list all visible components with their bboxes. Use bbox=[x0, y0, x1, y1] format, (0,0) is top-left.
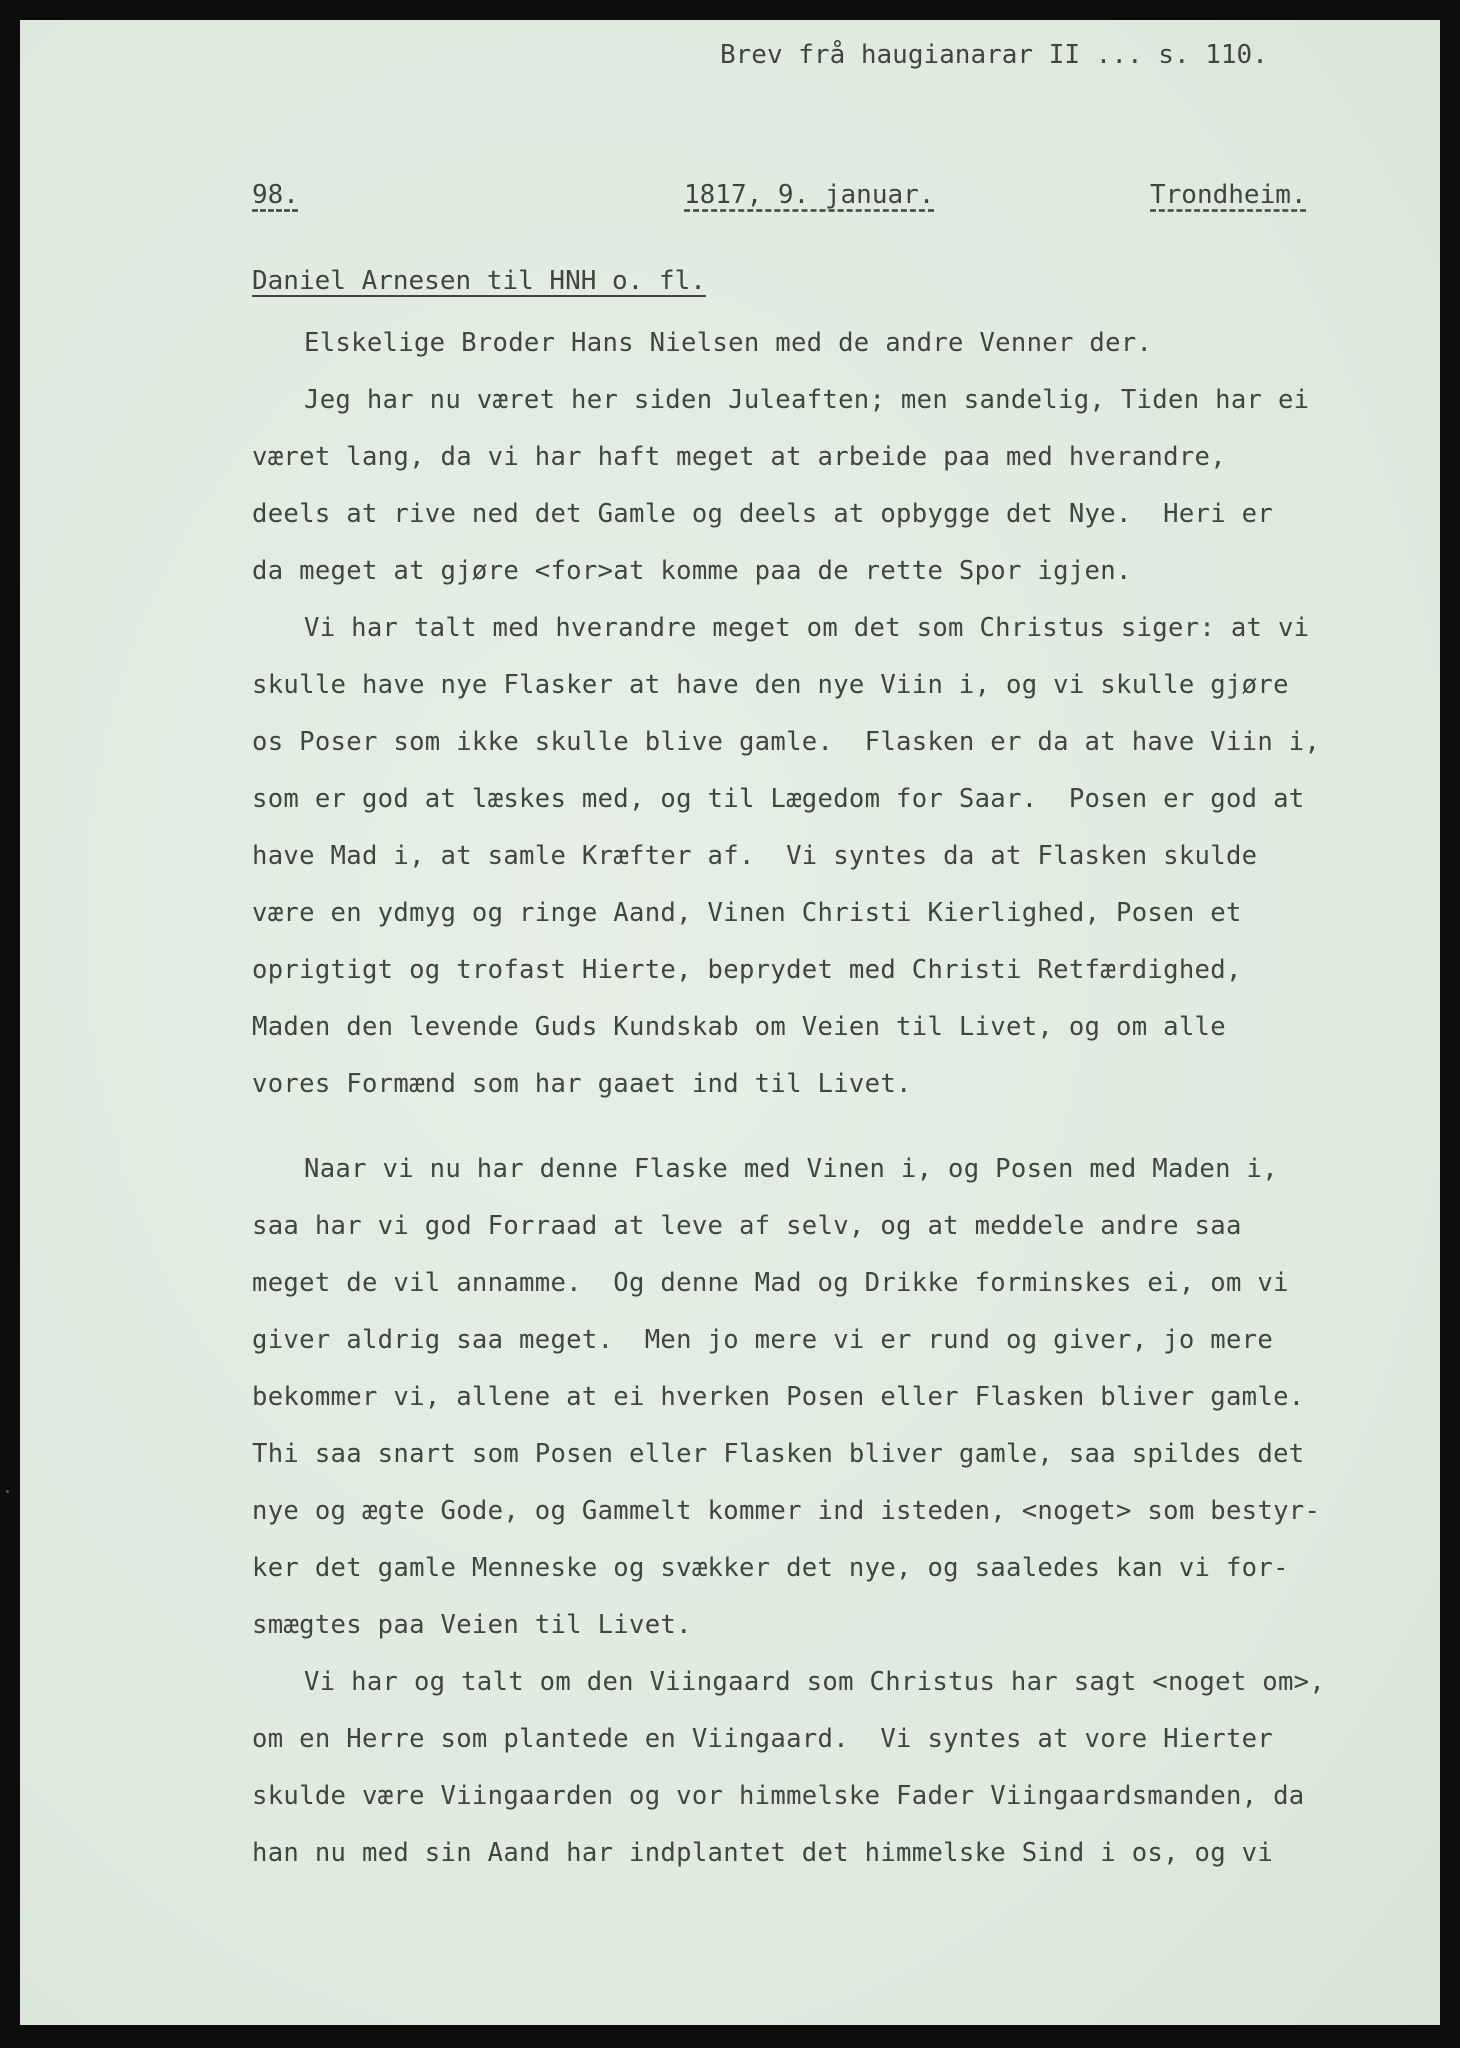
letter-title: Daniel Arnesen til HNH o. fl. bbox=[252, 266, 706, 296]
document-page bbox=[20, 20, 1440, 2025]
text-line: om en Herre som plantede en Viingaard. Vi syntes at vore Hierter bbox=[252, 1724, 1274, 1754]
text-line: giver aldrig saa meget. Men jo mere vi er rund og giver, jo mere bbox=[252, 1325, 1274, 1355]
text-line: været lang, da vi har haft meget at arbeide paa med hverandre, bbox=[252, 442, 1226, 472]
text-line: han nu med sin Aand har indplantet det himmelske Sind i os, og vi bbox=[252, 1838, 1274, 1868]
text-line: os Poser som ikke skulle blive gamle. Flasken er da at have Viin i, bbox=[252, 727, 1321, 757]
text-line: nye og ægte Gode, og Gammelt kommer ind isteden, <noget> som bestyr- bbox=[252, 1496, 1321, 1526]
text-line: bekommer vi, allene at ei hverken Posen eller Flasken bliver gamle. bbox=[252, 1382, 1305, 1412]
text-line: saa har vi god Forraad at leve af selv, og at meddele andre saa bbox=[252, 1211, 1242, 1241]
text-line: oprigtigt og trofast Hierte, beprydet med Christi Retfærdighed, bbox=[252, 955, 1242, 985]
text-line: smægtes paa Veien til Livet. bbox=[252, 1610, 692, 1640]
text-line: deels at rive ned det Gamle og deels at opbygge det Nye. Heri er bbox=[252, 499, 1274, 529]
letter-place: Trondheim. bbox=[1150, 180, 1307, 210]
text-line: da meget at gjøre <for>at komme paa de rette Spor igjen. bbox=[252, 556, 1132, 586]
text-line: Elskelige Broder Hans Nielsen med de andre Venner der. bbox=[304, 328, 1153, 358]
text-line: ker det gamle Menneske og svækker det nye, og saaledes kan vi for- bbox=[252, 1553, 1289, 1583]
letter-date: 1817, 9. januar. bbox=[684, 180, 935, 210]
letter-number: 98. bbox=[252, 180, 299, 210]
text-line: Vi har talt med hverandre meget om det som Christus siger: at vi bbox=[304, 613, 1310, 643]
text-line: Naar vi nu har denne Flaske med Vinen i, og Posen med Maden i, bbox=[304, 1154, 1278, 1184]
scan-speck bbox=[6, 1490, 9, 1493]
source-reference: Brev frå haugianarar II ... s. 110. bbox=[720, 40, 1268, 70]
text-line: Maden den levende Guds Kundskab om Veien til Livet, og om alle bbox=[252, 1012, 1226, 1042]
text-line: Jeg har nu været her siden Juleaften; men sandelig, Tiden har ei bbox=[304, 385, 1310, 415]
text-line: Thi saa snart som Posen eller Flasken bliver gamle, saa spildes det bbox=[252, 1439, 1305, 1469]
text-line: skulle have nye Flasker at have den nye Viin i, og vi skulle gjøre bbox=[252, 670, 1289, 700]
text-line: som er god at læskes med, og til Lægedom for Saar. Posen er god at bbox=[252, 784, 1305, 814]
text-line: Vi har og talt om den Viingaard som Christus har sagt <noget om>, bbox=[304, 1667, 1326, 1697]
text-line: vores Formænd som har gaaet ind til Livet. bbox=[252, 1069, 912, 1099]
text-line: have Mad i, at samle Kræfter af. Vi syntes da at Flasken skulde bbox=[252, 841, 1258, 871]
text-line: meget de vil annamme. Og denne Mad og Drikke forminskes ei, om vi bbox=[252, 1268, 1289, 1298]
text-line: skulde være Viingaarden og vor himmelske Fader Viingaardsmanden, da bbox=[252, 1781, 1305, 1811]
text-line: være en ydmyg og ringe Aand, Vinen Christi Kierlighed, Posen et bbox=[252, 898, 1242, 928]
